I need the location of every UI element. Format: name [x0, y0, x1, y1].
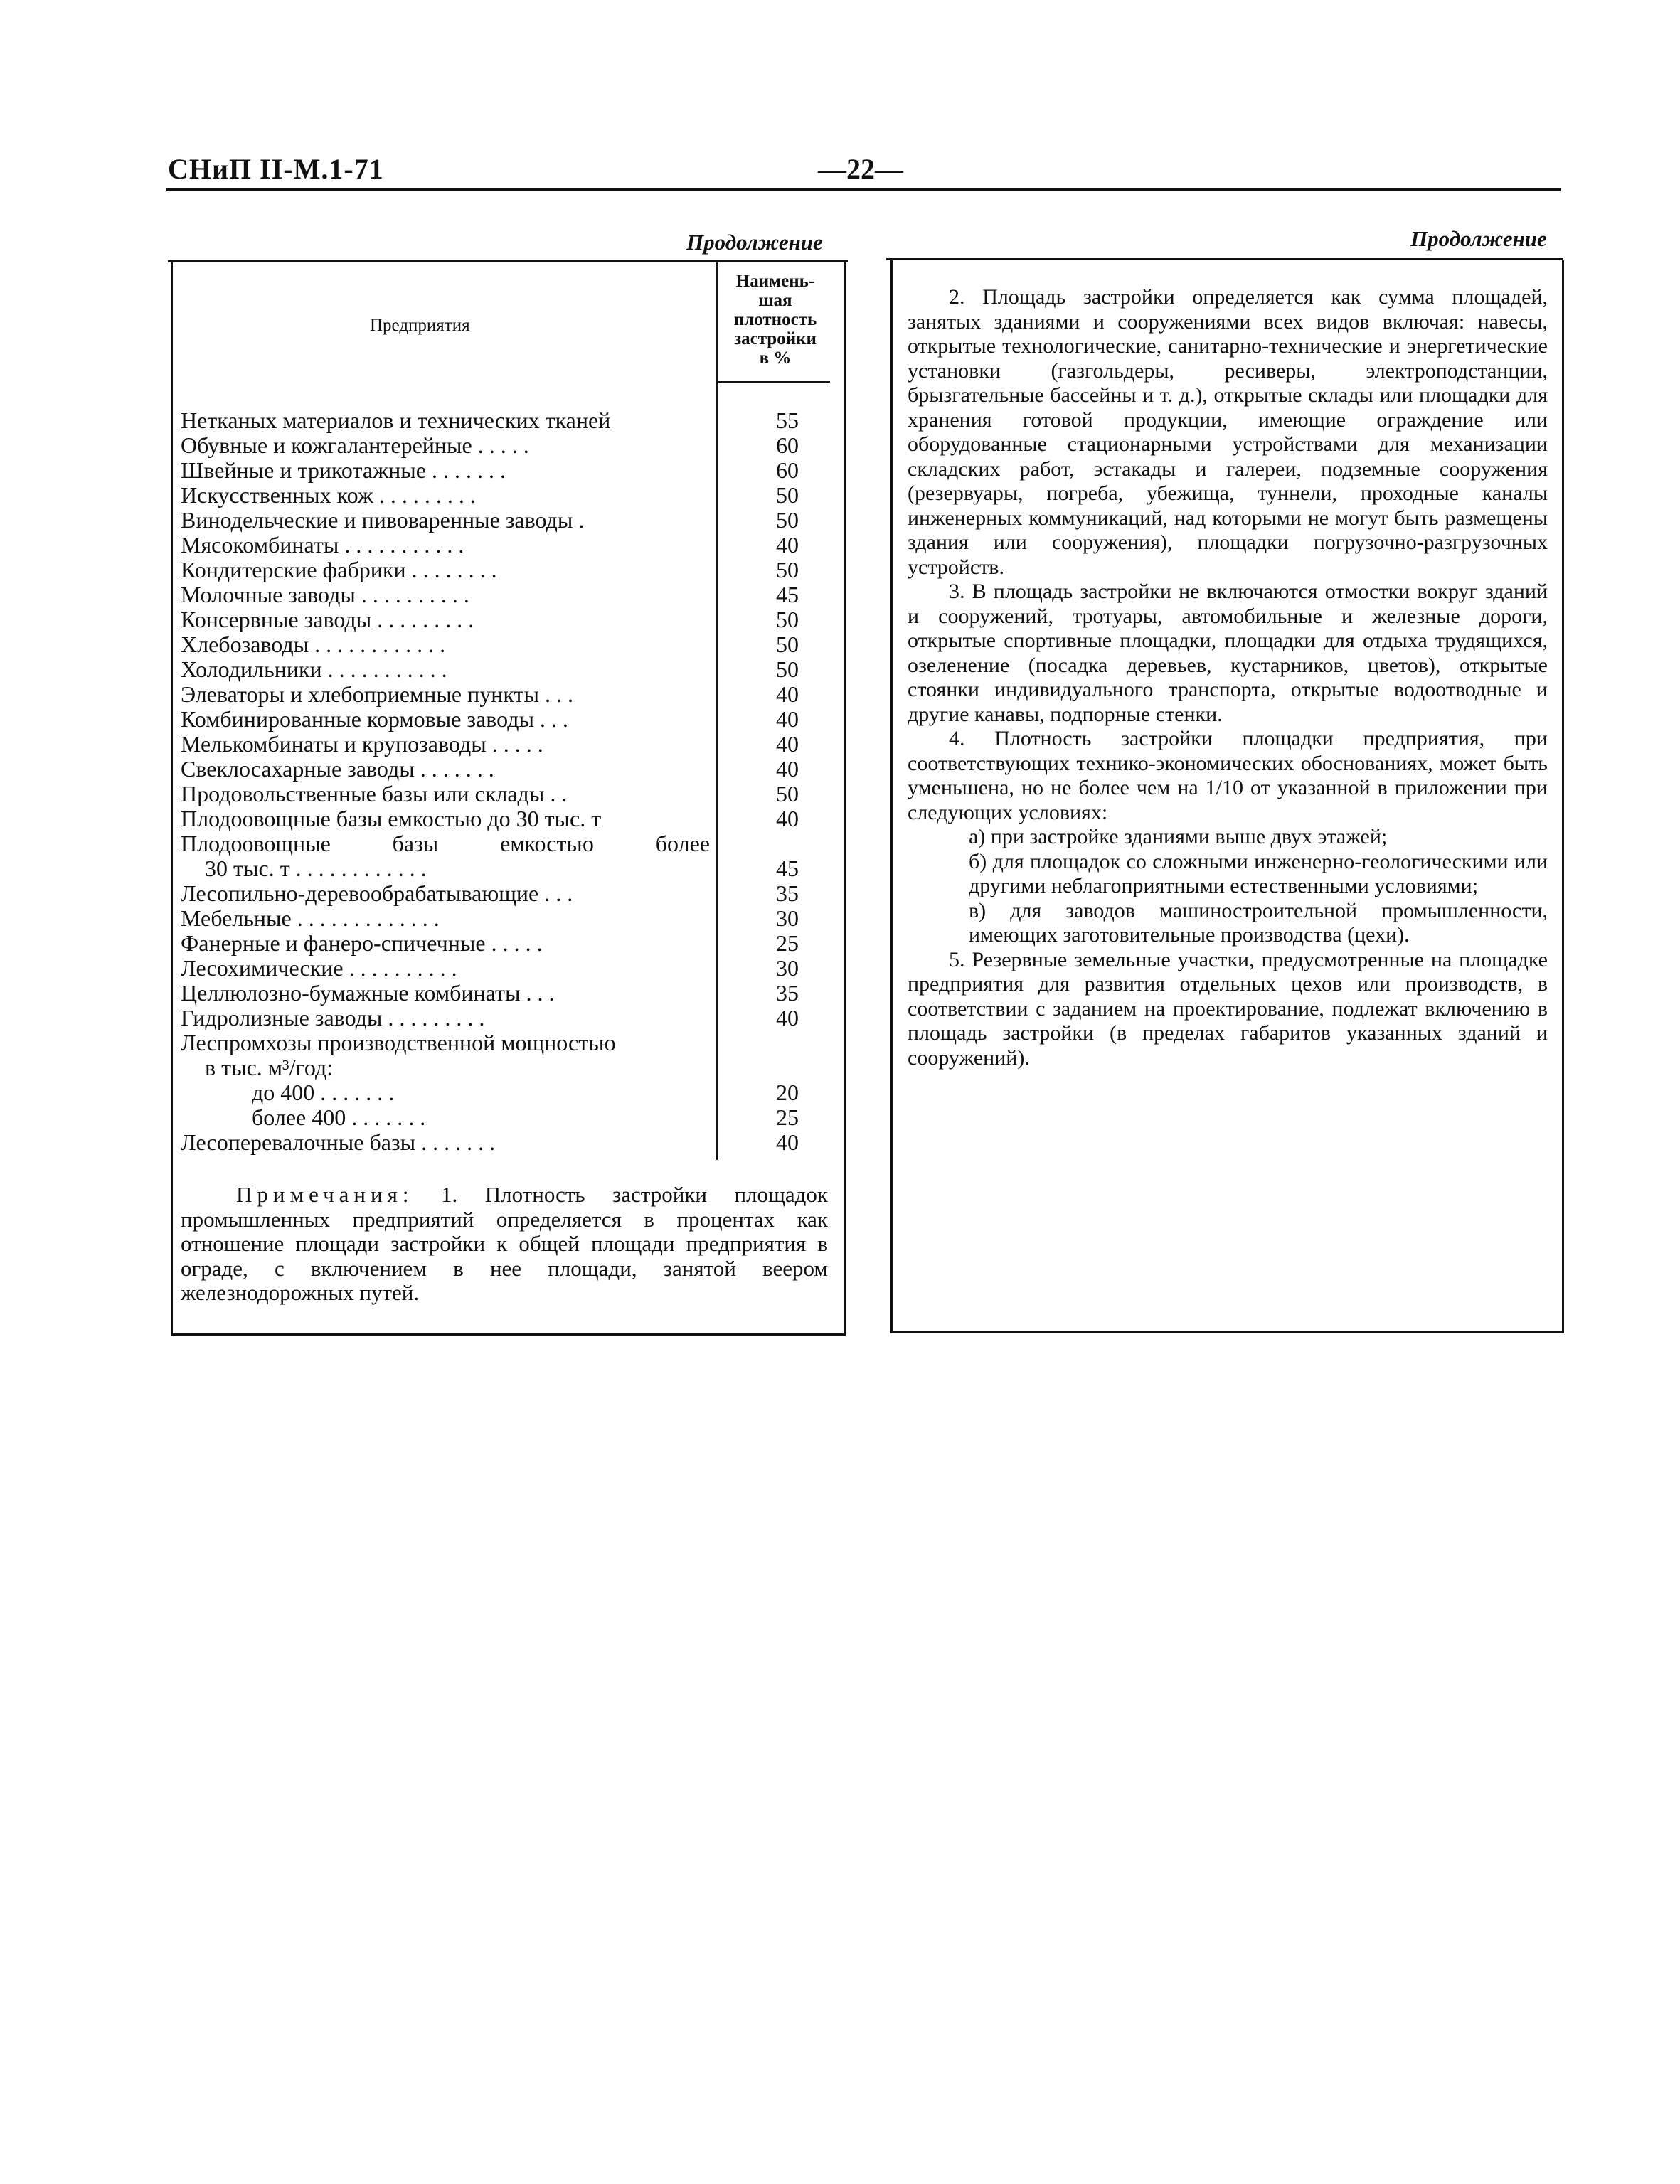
- row-value: 40: [776, 756, 799, 782]
- list-item-b: б) для площадок со сложными инженерно-геологическими или другими неблагоприятными естественными условиями;: [969, 849, 1548, 897]
- row-value: 35: [776, 880, 799, 906]
- row-name: Лесопильно-деревообрабатывающие . . .: [181, 880, 573, 906]
- row-value: 50: [776, 507, 799, 533]
- table-row: [181, 458, 835, 483]
- table-row: [181, 1055, 835, 1080]
- fraction-one-tenth: 1/10: [1205, 776, 1244, 799]
- table-row: [181, 856, 835, 881]
- row-name: Целлюлозно-бумажные комбинаты . . .: [181, 980, 555, 1006]
- table-row: [181, 981, 835, 1006]
- row-name: Нетканых материалов и технических тканей: [181, 407, 611, 433]
- column-header-density-line: застройки: [734, 329, 817, 348]
- row-value: 40: [776, 532, 799, 558]
- row-name: 30 тыс. т . . . . . . . . . . . .: [205, 856, 427, 881]
- notes-label: Примечания:: [236, 1182, 414, 1207]
- row-value: 50: [776, 781, 799, 806]
- table-row: [181, 508, 835, 533]
- paragraph-3: 3. В площадь застройки не включаются отмостки вокруг зданий и сооружений, тротуары, автомобильные и железные дороги, открытые спортивные площадки, площадки для отдыха трудящихся, озеленение (посадка деревьев, кустарников, цветов), открытые стоянки индивидуального транспорта, открытые водоотводные и другие канавы, подпорные стенки.: [908, 580, 1548, 726]
- row-name: в тыс. м³/год:: [205, 1055, 334, 1080]
- row-name: Молочные заводы . . . . . . . . . .: [181, 582, 469, 607]
- row-value: 30: [776, 955, 799, 981]
- table-border-top: [168, 260, 848, 262]
- document-code: СНиП II-М.1-71: [168, 153, 384, 185]
- table-row: [181, 1080, 835, 1105]
- table-row: [181, 632, 835, 657]
- row-name: Хлебозаводы . . . . . . . . . . . .: [181, 632, 446, 657]
- row-name: Искусственных кож . . . . . . . . .: [181, 482, 476, 508]
- row-name: Кондитерские фабрики . . . . . . . .: [181, 557, 497, 582]
- row-name: Лесоперевалочные базы . . . . . . .: [181, 1129, 496, 1155]
- row-name: Мясокомбинаты . . . . . . . . . . .: [181, 532, 464, 558]
- notes-paragraph: [181, 1183, 828, 1306]
- row-value: 20: [776, 1080, 799, 1105]
- row-value: 60: [776, 432, 799, 458]
- table-row: [181, 533, 835, 558]
- row-name: Свеклосахарные заводы . . . . . . .: [181, 756, 494, 782]
- box-border-top: [886, 258, 1563, 260]
- table-row: [181, 956, 835, 981]
- row-value: 40: [776, 731, 799, 757]
- row-name: Винодельческие и пивоваренные заводы .: [181, 507, 585, 533]
- row-value: 25: [776, 930, 799, 956]
- table-notes: [181, 1183, 828, 1306]
- row-name: Леспромхозы производственной мощностью: [181, 1030, 616, 1055]
- row-value: 40: [776, 1005, 799, 1030]
- table-row: [181, 782, 835, 806]
- row-value: 60: [776, 457, 799, 483]
- table-row: [181, 831, 835, 856]
- row-name: более 400 . . . . . . .: [252, 1104, 426, 1130]
- box-border-bottom: [890, 1331, 1564, 1333]
- paragraph-4-end: от указанной в приложении при следующих условиях:: [908, 776, 1548, 824]
- page-number: —22—: [818, 153, 903, 185]
- row-name: до 400 . . . . . . .: [252, 1080, 395, 1105]
- table-header-rule: [716, 381, 830, 383]
- column-header-density-line: шая: [758, 291, 792, 310]
- table-body: [181, 408, 835, 1155]
- row-name: Обувные и кожгалантерейные . . . . .: [181, 432, 529, 458]
- table-row: [181, 806, 835, 831]
- table-row: [181, 1030, 835, 1055]
- row-value: 50: [776, 557, 799, 582]
- row-value: 45: [776, 856, 799, 881]
- row-name: Мелькомбинаты и крупозаводы . . . . .: [181, 731, 543, 757]
- table-border-bottom: [171, 1333, 846, 1336]
- row-value: 45: [776, 582, 799, 607]
- row-value: 50: [776, 482, 799, 508]
- row-value: 50: [776, 656, 799, 682]
- row-name: Консервные заводы . . . . . . . . .: [181, 607, 474, 632]
- row-name: Элеваторы и хлебоприемные пункты . . .: [181, 681, 573, 707]
- table-row: [181, 931, 835, 956]
- table-row: [181, 558, 835, 582]
- table-border-right: [844, 262, 846, 1335]
- table-row: [181, 732, 835, 757]
- table-row: [181, 707, 835, 732]
- row-name: Плодоовощные базы емкостью более: [181, 831, 710, 856]
- row-name: Лесохимические . . . . . . . . . .: [181, 955, 457, 981]
- row-name: Мебельные . . . . . . . . . . . . .: [181, 905, 440, 931]
- table-row: [181, 657, 835, 682]
- row-name: Швейные и трикотажные . . . . . . .: [181, 457, 506, 483]
- table-row: [181, 906, 835, 931]
- row-name: Комбинированные кормовые заводы . . .: [181, 706, 568, 732]
- table-row: [181, 757, 835, 782]
- table-row: [181, 582, 835, 607]
- list-item-a: а) при застройке зданиями выше двух этажей;: [969, 825, 1388, 848]
- paragraph-2: 2. Площадь застройки определяется как сумма площадей, занятых зданиями и сооружениями всех видов включая: навесы, открытые технологические, санитарно-технические и энергетические установки (газгольдеры, ресиверы, электроподстанции, брызгательные бассейны и т. д.), открытые склады или площадки для хранения готовой продукции, имеющие ограждение или оборудованные стационарными устройствами для механизации складских работ, эстакады и галереи, подземные сооружения (резервуары, погреба, убежища, туннели, проходные каналы инженерных коммуникаций, над которыми не могут быть размещены здания или сооружения), площадки погрузочно-разгрузочных устройств.: [908, 285, 1548, 579]
- row-name: Холодильники . . . . . . . . . . .: [181, 656, 447, 682]
- notes-text: 1. Плотность застройки площадок промышленных предприятий определяется в процентах как отношение площади застройки к общей площади предприятия в ограде, с включением в нее площади, занятой веером железнодорожных путей.: [181, 1182, 828, 1305]
- row-value: 40: [776, 706, 799, 732]
- box-border-right: [1562, 260, 1564, 1333]
- column-header-enterprises: Предприятия: [370, 316, 470, 335]
- table-row: [181, 433, 835, 458]
- row-value: 30: [776, 905, 799, 931]
- table-row: [181, 682, 835, 707]
- table-row: [181, 881, 835, 906]
- continuation-label-right: Продолжение: [1410, 226, 1547, 251]
- table-row: [181, 1130, 835, 1155]
- row-value: 50: [776, 607, 799, 632]
- row-name: Фанерные и фанеро-спичечные . . . . .: [181, 930, 543, 956]
- paragraph-4-start: 4. Плотность застройки площадки предприятия, при соответствующих технико-экономических обоснованиях, может быть уменьшена, но не более чем на: [908, 727, 1548, 799]
- row-value: 35: [776, 980, 799, 1006]
- table-border-left: [171, 262, 173, 1335]
- table-row: [181, 408, 835, 433]
- continuation-label-left: Продолжение: [686, 230, 823, 255]
- row-value: 40: [776, 806, 799, 831]
- list-item-c: в) для заводов машиностроительной промышленности, имеющих заготовительные производства (цехи).: [969, 898, 1548, 947]
- box-border-left: [890, 260, 893, 1333]
- column-header-density: [718, 272, 832, 368]
- row-name: Гидролизные заводы . . . . . . . . .: [181, 1005, 485, 1030]
- column-header-density-line: плотность: [733, 310, 817, 329]
- column-header-density-line: Наимень-: [735, 272, 815, 291]
- paragraph-5: 5. Резервные земельные участки, предусмотренные на площадке предприятия для развития отдельных цехов или производств, в соответствии с заданием на проектирование, подлежат включению в площадь застройки (в пределах габаритов указанных зданий и сооружений).: [908, 947, 1548, 1070]
- table-row: [181, 1105, 835, 1130]
- table-row: [181, 607, 835, 632]
- row-value: 55: [776, 407, 799, 433]
- header-rule: [166, 188, 1561, 191]
- column-header-density-line: в %: [759, 348, 792, 368]
- row-value: 40: [776, 1129, 799, 1155]
- row-name: Плодоовощные базы емкостью до 30 тыс. т: [181, 806, 602, 831]
- row-value: 40: [776, 681, 799, 707]
- row-name: Продовольственные базы или склады . .: [181, 781, 568, 806]
- paragraph-4: [908, 727, 1548, 825]
- row-value: 25: [776, 1104, 799, 1130]
- table-row: [181, 1006, 835, 1030]
- row-value: 50: [776, 632, 799, 657]
- right-column-text: [908, 285, 1548, 1070]
- table-row: [181, 483, 835, 508]
